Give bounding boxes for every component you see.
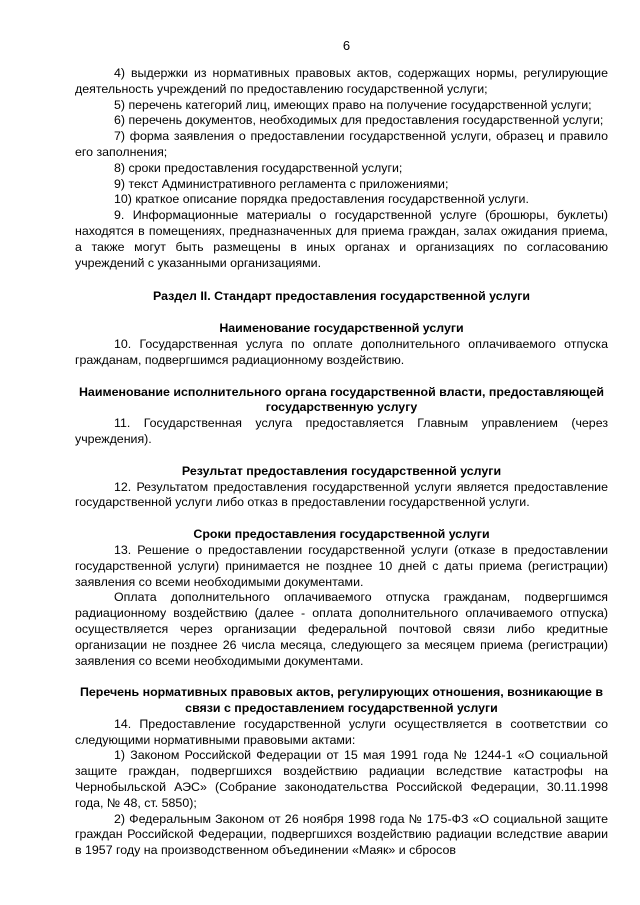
section-title: Раздел II. Стандарт предоставления государственной услуги xyxy=(152,289,531,304)
list-item: 4) выдержки из нормативных правовых актов, содержащих нормы, регулирующие деятельность учреждений по предоставлению государственной услуги; xyxy=(75,66,608,96)
paragraph-14: 14. Предоставление государственной услуги осуществляется в соответствии со следующими нормативными правовыми актами: xyxy=(75,716,608,747)
heading-legal-acts: Перечень нормативных правовых актов, регулирующих отношения, возникающие в связи с предоставлением государственной услуги xyxy=(80,685,603,716)
list-item: 2) Федеральным Законом от 26 ноября 1998 года № 175-ФЗ «О социальной защите граждан Российской Федерации, подвергшихся воздействию радиации вследствие аварии в 1957 году на производственном объединении «Маяк» и сбросов xyxy=(75,811,608,858)
paragraph-12: 12. Результатом предоставления государственной услуги является предоставление государственной услуги либо отказ в предоставлении государственной услуги. xyxy=(75,479,608,510)
list-item: 7) форма заявления о предоставлении государственной услуги, образец и правило его заполнения; xyxy=(75,129,608,159)
list-item: 9) текст Административного регламента с приложениями; xyxy=(114,176,449,191)
list-item: 10) краткое описание порядка предоставления государственной услуги. xyxy=(114,192,529,207)
page-number: 6 xyxy=(342,38,351,53)
heading-terms: Сроки предоставления государственной услуги xyxy=(193,527,490,542)
heading-result: Результат предоставления государственной услуги xyxy=(181,463,502,478)
paragraph-10: 10. Государственная услуга по оплате дополнительного оплачиваемого отпуска гражданам, подвергшимся радиационному воздействию. xyxy=(75,336,608,367)
paragraph-13: 13. Решение о предоставлении государственной услуги (отказе в предоставлении государственной услуги) принимается не позднее 10 дней с даты приема (регистрации) заявления со всеми необходимыми документами. xyxy=(75,542,608,589)
list-item: 6) перечень документов, необходимых для предоставления государственной услуги; xyxy=(114,113,604,128)
heading-service-name: Наименование государственной услуги xyxy=(219,321,464,336)
list-item: 8) сроки предоставления государственной услуги; xyxy=(114,160,403,175)
heading-executive-body: Наименование исполнительного органа государственной власти, предоставляющей государственную услугу xyxy=(78,384,605,415)
paragraph-11: 11. Государственная услуга предоставляется Главным управлением (через учреждения). xyxy=(75,416,608,446)
paragraph-9: 9. Информационные материалы о государственной услуге (брошюры, буклеты) находятся в помещениях, предназначенных для приема граждан, залах ожидания приема, а также могут быть размещены в иных органах и организациях по согласованию учреждений с указанными организациями. xyxy=(75,208,608,270)
paragraph-payment: Оплата дополнительного оплачиваемого отпуска гражданам, подвергшимся радиационному воздействию (далее - оплата дополнительного оплачиваемого отпуска) осуществляется через организации федеральной почтовой связи либо кредитные организации не позднее 26 числа месяца, следующего за месяцем приема (регистрации) заявления со всеми необходимыми документами. xyxy=(75,590,608,668)
list-item: 5) перечень категорий лиц, имеющих право на получение государственной услуги; xyxy=(114,97,592,112)
list-item: 1) Законом Российской Федерации от 15 мая 1991 года № 1244-1 «О социальной защите граждан, подвергшихся воздействию радиации вследствие катастрофы на Чернобыльской АЭС» (Собрание законодательства Российской Федерации, 30.11.1998 года, № 48, ст. 5850); xyxy=(75,748,608,810)
